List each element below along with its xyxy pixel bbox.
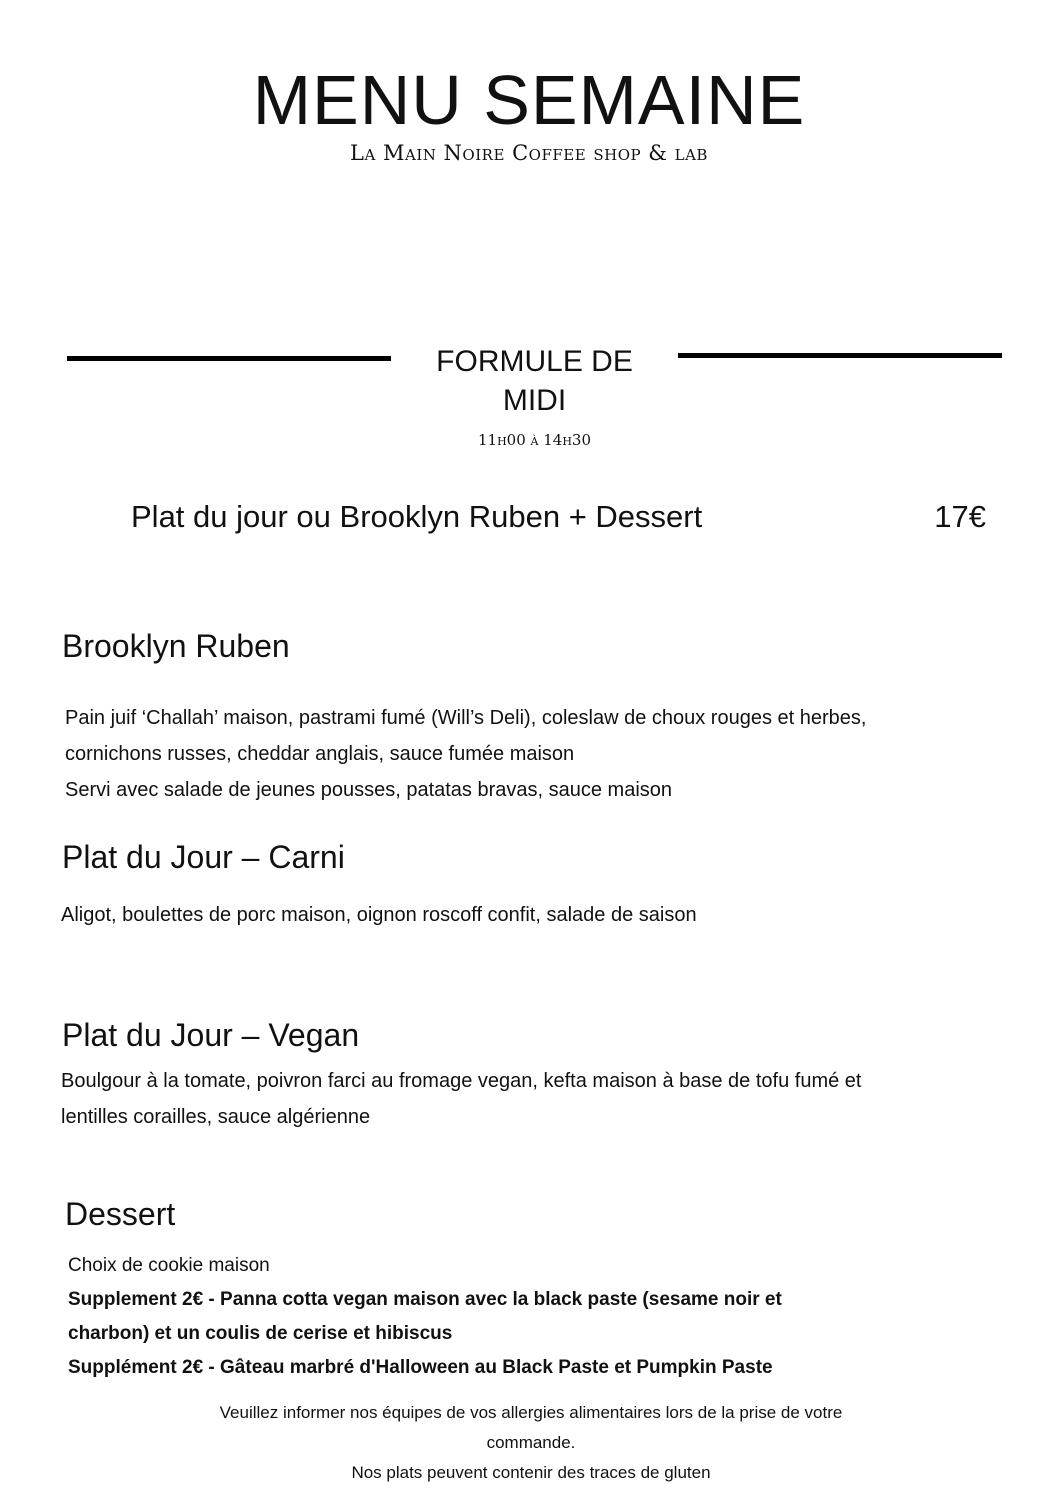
vegan-line-1: Boulgour à la tomate, poivron farci au fromage vegan, kefta maison à base de tofu fumé et xyxy=(61,1070,862,1092)
dessert-supplement-1-line-2: charbon) et un coulis de cerise et hibiscus xyxy=(68,1323,453,1344)
carni-line-1: Aligot, boulettes de porc maison, oignon roscoff confit, salade de saison xyxy=(61,904,697,926)
formule-title-line2: MIDI xyxy=(502,384,567,417)
allergy-notice xyxy=(180,1398,882,1488)
dessert-supplement-2: Supplément 2€ - Gâteau marbré d'Halloween au Black Paste et Pumpkin Paste xyxy=(68,1357,773,1378)
footer-line-2: commande. xyxy=(486,1433,576,1452)
footer-line-1: Veuillez informer nos équipes de vos allergies alimentaires lors de la prise de votre xyxy=(219,1403,843,1422)
vegan-description xyxy=(61,1063,861,1135)
vegan-heading: Plat du Jour – Vegan xyxy=(62,1017,360,1053)
carni-description xyxy=(61,897,697,933)
page-title: MENU SEMAINE xyxy=(252,61,806,139)
page-subtitle: La Main Noire Coffee shop & lab xyxy=(350,141,708,165)
formule-title-line1: FORMULE DE xyxy=(436,345,633,378)
brooklyn-heading: Brooklyn Ruben xyxy=(62,628,290,664)
formule-price: 17€ xyxy=(934,499,986,534)
dessert-heading: Dessert xyxy=(65,1196,176,1232)
brooklyn-description xyxy=(65,700,866,808)
dessert-line-1: Choix de cookie maison xyxy=(68,1255,270,1276)
formule-hours: 11h00 à 14h30 xyxy=(477,431,591,449)
dessert-description xyxy=(68,1249,782,1385)
formule-title xyxy=(391,342,678,420)
vegan-line-2: lentilles corailles, sauce algérienne xyxy=(61,1106,371,1128)
brooklyn-line-3: Servi avec salade de jeunes pousses, patatas bravas, sauce maison xyxy=(65,779,673,801)
brooklyn-line-1: Pain juif ‘Challah’ maison, pastrami fumé (Will’s Deli), coleslaw de choux rouges et herbes, xyxy=(65,707,867,729)
right-divider xyxy=(678,353,1002,358)
carni-heading: Plat du Jour – Carni xyxy=(62,839,345,875)
left-divider xyxy=(67,356,391,361)
brooklyn-line-2: cornichons russes, cheddar anglais, sauce fumée maison xyxy=(65,743,575,765)
formule-offer: Plat du jour ou Brooklyn Ruben + Dessert xyxy=(131,499,703,534)
footer-line-3: Nos plats peuvent contenir des traces de gluten xyxy=(351,1463,711,1482)
dessert-supplement-1-line-1: Supplement 2€ - Panna cotta vegan maison avec la black paste (sesame noir et xyxy=(68,1289,782,1310)
